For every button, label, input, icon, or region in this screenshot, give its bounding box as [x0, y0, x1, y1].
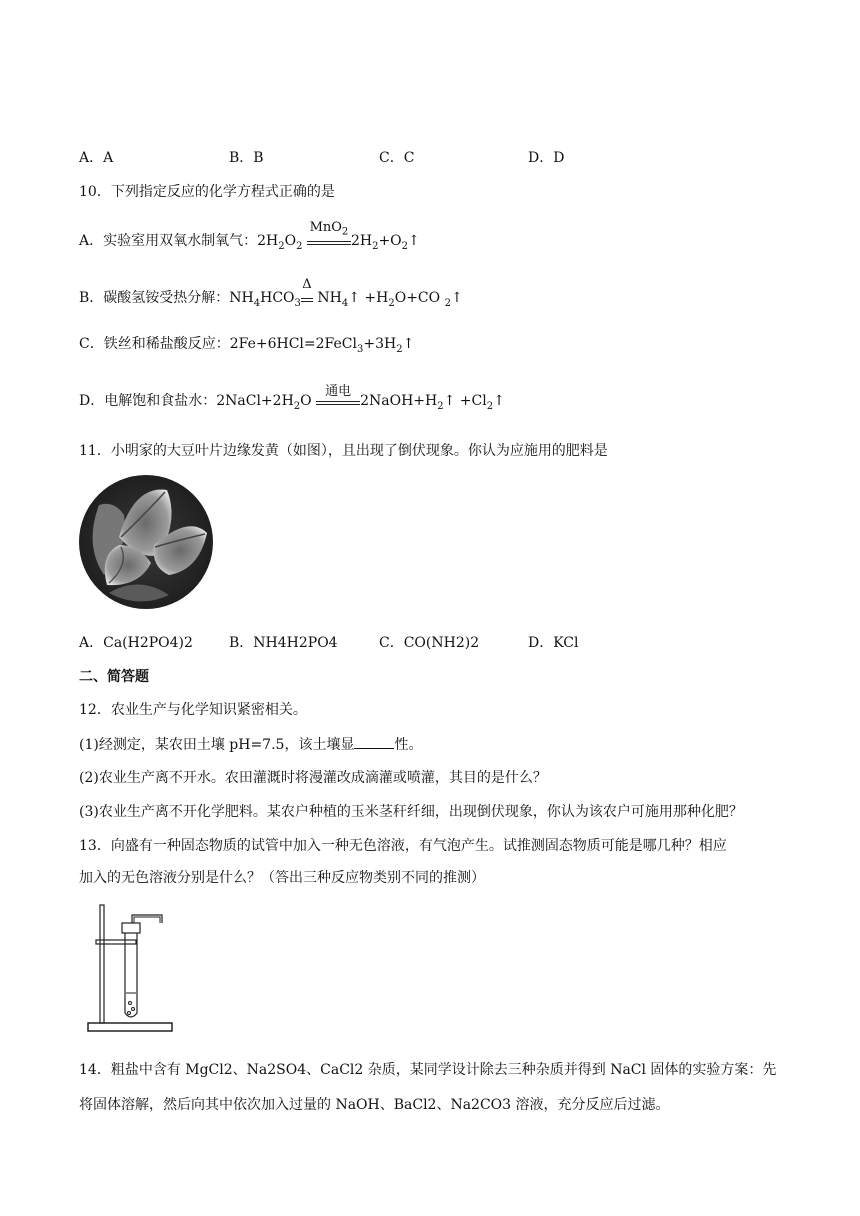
q11-option-c: C．CO(NH2)2	[379, 635, 480, 651]
q11-option-d: D．KCl	[528, 635, 579, 651]
q14-line2: 将固体溶解，然后向其中依次加入过量的 NaOH、BaCl2、Na2CO3 溶液，充分反应后过滤。	[79, 1097, 670, 1113]
q10-option-a: A．实验室用双氧水制氧气：$2H_2O_2$ MnO$_2$ $2H_2+O_2↑$	[79, 220, 420, 252]
q10-option-d: D．电解饱和食盐水：$2NaCl+2H_2O$ 通电 $2NaOH+H_2↑$ $+Cl_2↑$	[79, 384, 505, 412]
q12-part1: (1)经测定，某农田土壤 pH=7.5，该土壤显 性。	[79, 737, 423, 753]
q11-option-a: A．Ca(H2PO4)2	[79, 635, 193, 651]
q10-b-condition: Δ	[301, 292, 313, 302]
q9-option-a: A．A	[79, 150, 114, 166]
test-tube-apparatus-image	[86, 903, 176, 1035]
q12-part3: (3)农业生产离不开化学肥料。某农户种植的玉米茎秆纤细，出现倒伏现象，你认为该农户可施用那种化肥？	[79, 804, 743, 820]
q13-line1: 13．向盛有一种固态物质的试管中加入一种无色溶液，有气泡产生。试推测固态物质可能是哪几种？相应	[79, 838, 727, 854]
q10-a-prefix: A．实验室用双氧水制氧气：	[79, 233, 258, 249]
q9-option-d: D．D	[528, 150, 565, 166]
q14-line1: 14．粗盐中含有 MgCl2、Na2SO4、CaCl2 杂质，某同学设计除去三种杂质并得到 NaCl 固体的实验方案：先	[79, 1062, 777, 1078]
q10-b-prefix: B．碳酸氢铵受热分解：	[79, 290, 230, 306]
q9-option-b: B．B	[229, 150, 264, 166]
q10-c-prefix: C．铁丝和稀盐酸反应：	[79, 336, 230, 352]
q9-option-c: C．C	[379, 150, 415, 166]
section-heading: 二、简答题	[79, 669, 149, 685]
q12-part2: (2)农业生产离不开水。农田灌溉时将漫灌改成滴灌或喷灌，其目的是什么？	[79, 770, 547, 786]
q13-line2: 加入的无色溶液分别是什么？（答出三种反应物类别不同的推测）	[79, 870, 485, 886]
answer-blank[interactable]	[354, 748, 394, 749]
q10-option-b: B．碳酸氢铵受热分解：$NH_4HCO_3$ Δ $NH_4↑ +H_2O+CO$ $_2$↑	[79, 277, 463, 309]
q11-option-b: B．NH4H2PO4	[229, 635, 338, 651]
q12-stem: 12．农业生产与化学知识紧密相关。	[79, 702, 307, 718]
q10-d-condition: 通电	[316, 395, 360, 405]
q11-stem: 11．小明家的大豆叶片边缘发黄（如图），且出现了倒伏现象。你认为应施用的肥料是	[79, 443, 608, 459]
q10-option-c: C．铁丝和稀盐酸反应：$2Fe+6HCl=2FeCl_3+3H_2↑$	[79, 336, 415, 355]
soybean-leaf-image	[79, 475, 213, 609]
q10-stem: 10．下列指定反应的化学方程式正确的是	[79, 184, 335, 200]
q10-a-condition: MnO$_2$	[307, 235, 351, 245]
q10-d-prefix: D．电解饱和食盐水：	[79, 393, 217, 409]
